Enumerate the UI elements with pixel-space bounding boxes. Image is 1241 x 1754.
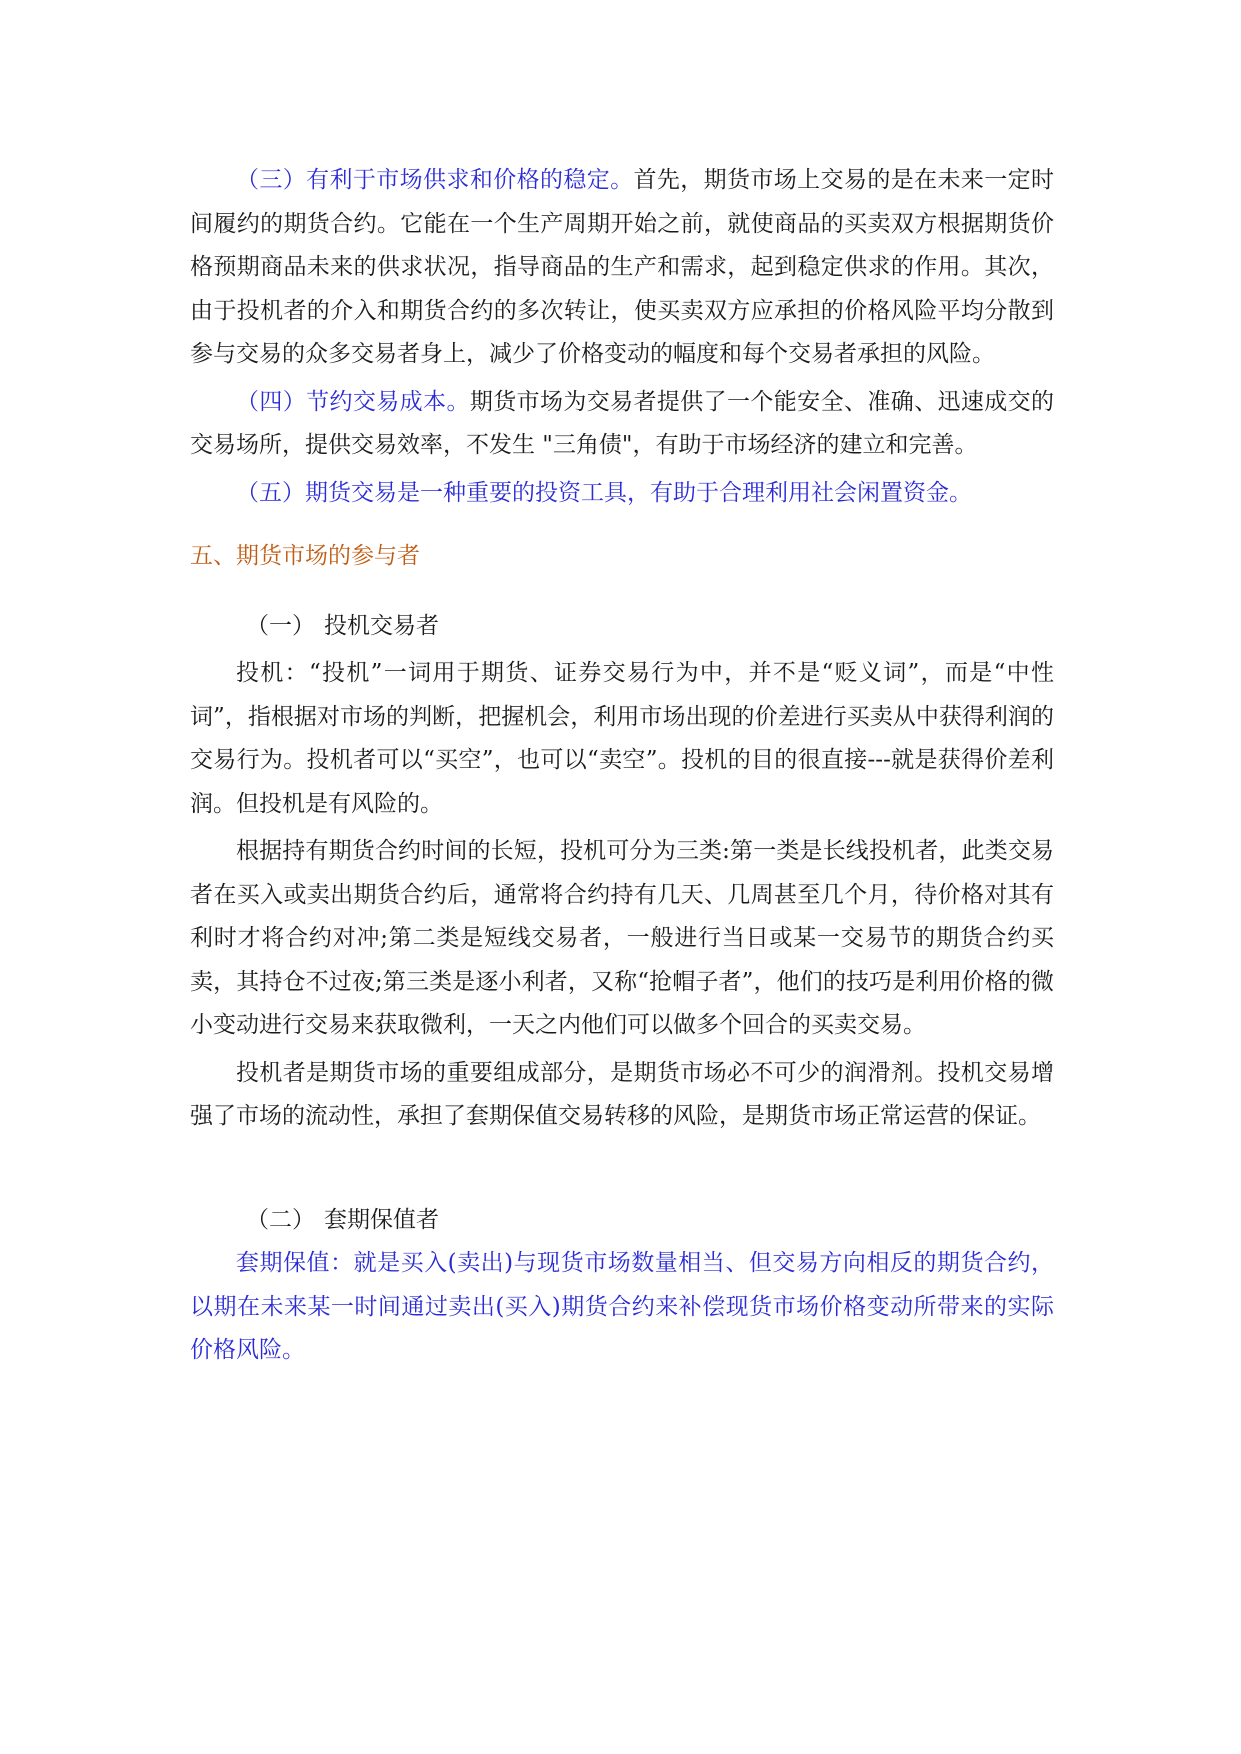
subheading-title: 投机交易者 — [324, 612, 439, 639]
subheading-number: （二） — [246, 1206, 315, 1233]
paragraph-speculation-definition: 投机：“投机”一词用于期货、证券交易行为中，并不是“贬义词”，而是“中性词”，指根据对市场的判断，把握机会，利用市场出现的价差进行买卖从中获得利润的交易行为。投机者可以“买空”，也可以“卖空”。投机的目的很直接---就是获得价差利润。但投机是有风险的。 — [190, 660, 1054, 817]
subheading-speculators — [190, 605, 1054, 649]
paragraph-speculation-types: 根据持有期货合约时间的长短，投机可分为三类:第一类是长线投机者，此类交易者在买入或卖出期货合约后，通常将合约持有几天、几周甚至几个月，待价格对其有利时才将合约对冲;第二类是短线交易者，一般进行当日或某一交易节的期货合约买卖，其持仓不过夜;第三类是逐小利者，又称“抢帽子者”，他们的技巧是利用价格的微小变动进行交易来获取微利，一天之内他们可以做多个回合的买卖交易。 — [190, 838, 1054, 1038]
section-heading: 五、期货市场的参与者 — [190, 543, 420, 569]
section-4-text: 期货市场为交易者提供了一个能安全、准确、迅速成交的交易场所，提供交易效率，不发生 "三角债"，有助于市场经济的建立和完善。 — [190, 388, 1055, 458]
section-3-label: （三）有利于市场供求和价格的稳定。 — [236, 167, 634, 193]
section-3-text: 首先，期货市场上交易的是在未来一定时间履约的期货合约。它能在一个生产周期开始之前，就使商品的买卖双方根据期货价格预期商品未来的供求状况，指导商品的生产和需求，起到稳定供求的作用。其次，由于投机者的介入和期货合约的多次转让，使买卖双方应承担的价格风险平均分散到参与交易的众多交易者身上，减少了价格变动的幅度和每个交易者承担的风险。 — [190, 167, 1055, 367]
paragraph-section-5: （五）期货交易是一种重要的投资工具，有助于合理利用社会闲置资金。 — [236, 479, 972, 506]
paragraph-hedging-definition: 套期保值：就是买入(卖出)与现货市场数量相当、但交易方向相反的期货合约，以期在未来某一时间通过卖出(买入)期货合约来补偿现货市场价格变动所带来的实际价格风险。 — [190, 1250, 1054, 1363]
paragraph-section-3 — [190, 159, 1054, 377]
subheading-hedgers — [190, 1199, 1054, 1243]
paragraph-section-4 — [190, 381, 1054, 468]
section-4-label: （四）节约交易成本。 — [236, 388, 470, 415]
document-body — [190, 159, 1054, 1373]
paragraph-speculation-role: 投机者是期货市场的重要组成部分，是期货市场必不可少的润滑剂。投机交易增强了市场的流动性，承担了套期保值交易转移的风险，是期货市场正常运营的保证。 — [190, 1059, 1054, 1129]
subheading-number: （一） — [246, 612, 315, 639]
subheading-title: 套期保值者 — [324, 1206, 439, 1233]
